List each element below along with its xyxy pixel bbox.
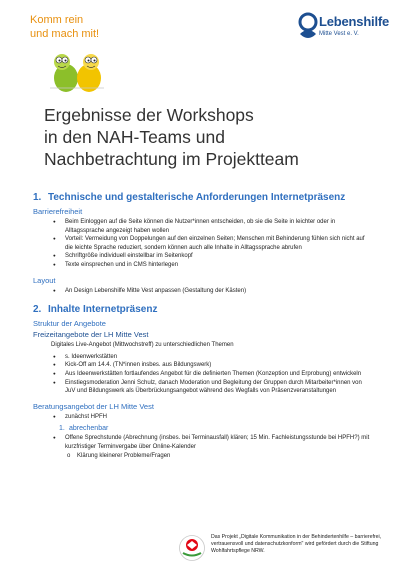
tagline-line-1: Komm rein [30,14,84,26]
list-item: ● Beim Einloggen auf die Seite können die Nutzer*innen entscheiden, ob sie die Seite in leichter oder in Alltagssprache angezeigt haben wollen [53,218,373,235]
list-item: ● Aus Ideenwerkstätten fortlaufendes Angebot für die definierten Themen (Konzeption und Erprobung) entwickeln [53,370,373,379]
mascots-illustration [44,48,110,94]
barrierefreiheit-list [33,218,373,270]
list-item: ● Texte einsprechen und in CMS hinterlegen [53,261,373,270]
abrechenbar-number: 1. [59,425,65,433]
freizeit-intro: Digitales Live-Angebot (Mittwochstreff) zu unterschiedlichen Themen [51,342,234,349]
stiftung-wohlfahrtspflege-logo [178,534,206,562]
layout-list [33,287,373,296]
list-item: ● s. Ideenwerkstätten [53,353,373,362]
list-item: ● An Design Lebenshilfe Mitte Vest anpassen (Gestaltung der Kästen) [53,287,373,296]
barrierefreiheit-heading: Barrierefreiheit [33,207,83,216]
title-line-1: Ergebnisse der Workshops [44,105,254,125]
tagline-line-2: und mach mit! [30,28,100,40]
list-item: ● Einstiegsmoderation Jenni Schulz, danach Moderation und Begleitung der Gruppen durch Mitarbeiter*innen von JuV und Bildungswerk als Überbrückungsangebot während des Wegfalls von Präsenzveranstaltungen [53,379,373,396]
tagline [30,13,99,41]
abrechenbar-heading [33,424,373,434]
section-1-number: 1. [33,192,42,203]
beratung-list [33,413,373,422]
list-item: ● Schriftgröße individuell einstellbar im Seitenkopf [53,252,373,261]
struktur-heading: Struktur der Angebote [33,319,106,329]
abrechenbar-list [33,434,373,451]
freizeit-list [33,353,373,396]
logo-subtitle: Mitte Vest e. V. [319,31,359,37]
section-1-heading [33,191,373,204]
section-1-title: Technische und gestalterische Anforderungen Internetpräsenz [48,192,346,203]
section-2-heading [33,303,373,316]
footer-funding-note: Das Projekt „Digitale Kommunikation in der Behindertenhilfe – barrierefrei, vertrauensvoll und datenschutzkonform" wird gefördert durch die Stiftung Wohlfahrtspflege NRW. [211,534,382,554]
beratung-heading: Beratungsangebot der LH Mitte Vest [33,401,154,411]
lebenshilfe-logo-icon [297,12,319,42]
list-item: ● Vorteil: Vermeidung von Doppelungen auf den einzelnen Seiten; Menschen mit Behinderung fühlen sich nicht auf die leichte Sprache reduziert, sondern können auch alle Inhalte in Alltagssprache abrufen [53,235,373,252]
list-item: ● Kick-Off am 14.4. (TN*innen insbes. aus Bildungswerk) [53,361,373,370]
logo-name: Lebenshilfe [319,14,390,29]
freizeit-heading: Freizeitangebote der LH Mitte Vest [33,330,149,340]
abrechenbar-label: abrechenbar [69,425,109,433]
title-line-3: Nachbetrachtung im Projektteam [44,149,299,169]
list-item: ● zunächst HPFH [53,413,373,422]
layout-heading: Layout [33,275,56,285]
section-2-title: Inhalte Internetpräsenz [48,304,158,316]
document-body [33,191,373,460]
list-item: o Klärung kleinerer Probleme/Fragen [67,452,373,461]
section-2-number: 2. [33,304,42,316]
list-item: ● Offene Sprechstunde (Abrechnung (insbes. bei Terminausfall) klären; 15 Min. Fachleistungsstunde bei HPFH?) mit kurzfristiger Terminvergabe über Online-Kalender [53,434,373,451]
title-line-2: in den NAH-Teams und [44,127,225,147]
lebenshilfe-logo [297,10,393,44]
page-title [44,104,374,170]
abrechenbar-sublist [33,452,373,461]
